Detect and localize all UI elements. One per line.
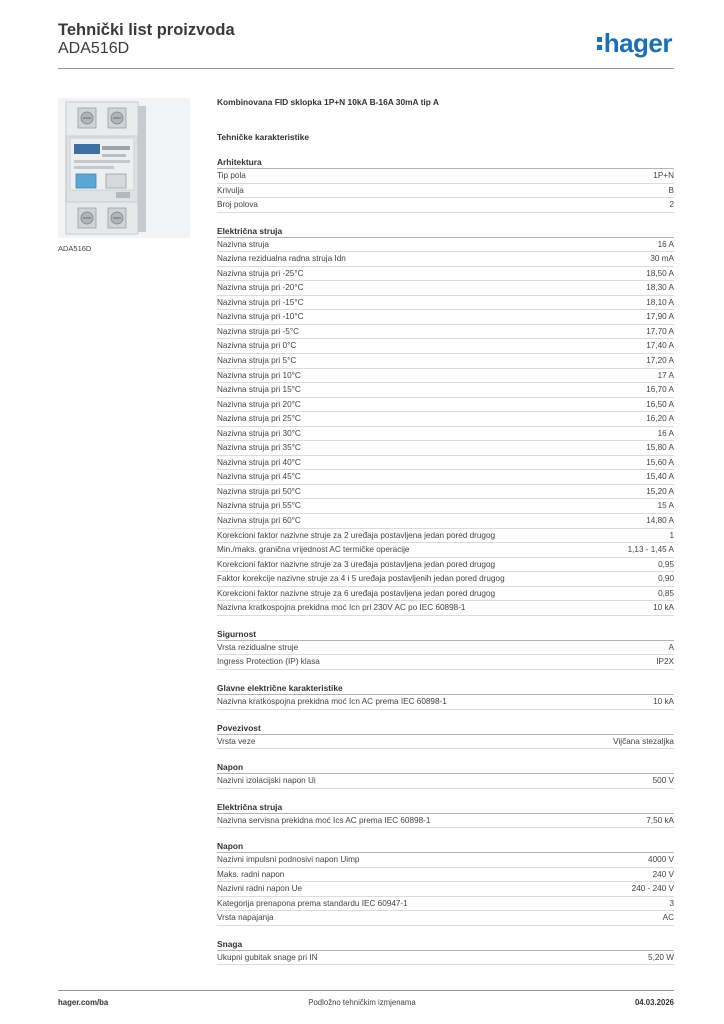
spec-label: Nazivni radni napon Ue — [217, 884, 303, 894]
spec-label: Nazivna servisna prekidna moć Ics AC prema IEC 60898-1 — [217, 815, 431, 825]
spec-label: Vrsta napajanja — [217, 913, 274, 923]
spec-label: Nazivna struja pri 55°C — [217, 501, 301, 511]
spec-value: 30 mA — [650, 254, 674, 264]
spec-section — [217, 722, 674, 750]
spec-label: Nazivna rezidualna radna struja Idn — [217, 254, 346, 264]
spec-value: 16,50 A — [646, 399, 674, 409]
spec-label: Korekcioni faktor nazivne struje za 6 uređaja postavljena jedan pored drugog — [217, 588, 496, 598]
footer-date: 04.03.2026 — [634, 998, 674, 1007]
spec-row — [217, 572, 674, 587]
spec-label: Nazivna struja pri 0°C — [217, 341, 297, 351]
spec-value: 0,90 — [658, 574, 674, 584]
spec-label: Nazivna struja pri 50°C — [217, 486, 301, 496]
spec-label: Nazivna struja pri 40°C — [217, 457, 301, 467]
spec-label: Nazivna struja pri 10°C — [217, 370, 301, 380]
spec-value: 17,20 A — [646, 356, 674, 366]
spec-row — [217, 514, 674, 529]
spec-label: Tip pola — [217, 171, 246, 180]
spec-row — [217, 897, 674, 912]
spec-row — [217, 252, 674, 267]
spec-value: 1 — [669, 530, 674, 540]
spec-row — [217, 655, 674, 670]
spec-row — [217, 310, 674, 325]
spec-row — [217, 587, 674, 602]
spec-value: 16,20 A — [646, 414, 674, 424]
spec-value: AC — [662, 913, 674, 923]
spec-row — [217, 601, 674, 616]
spec-value: 4000 V — [648, 855, 674, 865]
spec-row — [217, 853, 674, 868]
spec-row — [217, 198, 674, 213]
spec-value: 0,95 — [658, 559, 674, 569]
spec-label: Min./maks. granična vrijednost AC termičke operacije — [217, 545, 410, 555]
spec-value: 15,40 A — [646, 472, 674, 482]
spec-value: 14,80 A — [646, 516, 674, 526]
spec-section — [217, 682, 674, 710]
spec-label: Nazivna struja — [217, 239, 269, 249]
spec-value: 500 V — [652, 776, 674, 786]
spec-value: 240 V — [652, 869, 674, 879]
spec-section — [217, 801, 674, 829]
spec-value: 17,40 A — [646, 341, 674, 351]
spec-value: 17,90 A — [646, 312, 674, 322]
spec-row — [217, 868, 674, 883]
spec-label: Vrsta veze — [217, 736, 256, 746]
spec-row — [217, 774, 674, 789]
spec-row — [217, 485, 674, 500]
spec-label: Kategorija prenapona prema standardu IEC 60947-1 — [217, 898, 408, 908]
technical-characteristics-heading: Tehničke karakteristike — [217, 132, 310, 142]
spec-row — [217, 814, 674, 829]
spec-label: Nazivna struja pri 35°C — [217, 443, 301, 453]
spec-row — [217, 695, 674, 710]
spec-value: Vijčana stezaljka — [613, 736, 674, 746]
spec-label: Maks. radni napon — [217, 869, 285, 879]
spec-value: 1,13 - 1,45 A — [627, 545, 674, 555]
spec-label: Nazivna struja pri 60°C — [217, 516, 301, 526]
spec-row — [217, 383, 674, 398]
circuit-breaker-icon — [58, 98, 190, 238]
spec-label: Korekcioni faktor nazivne struje za 3 uređaja postavljena jedan pored drugog — [217, 559, 496, 569]
spec-row — [217, 441, 674, 456]
spec-sections — [217, 156, 674, 965]
spec-label: Faktor korekcije nazivne struje za 4 i 5 uređaja postavljenih jedan pored drugog — [217, 574, 505, 584]
spec-label: Nazivna struja pri -5°C — [217, 326, 299, 336]
spec-row — [217, 369, 674, 384]
spec-row — [217, 911, 674, 926]
spec-label: Nazivna kratkospojna prekidna moć Icn pri 230V AC po IEC 60898-1 — [217, 603, 466, 613]
section-title: Povezivost — [217, 722, 674, 735]
spec-row — [217, 339, 674, 354]
spec-row — [217, 529, 674, 544]
spec-section — [217, 225, 674, 616]
spec-value: 15,20 A — [646, 486, 674, 496]
spec-row — [217, 427, 674, 442]
spec-value: B — [668, 185, 674, 195]
logo-text: hager — [603, 28, 672, 58]
spec-label: Ingress Protection (IP) klasa — [217, 657, 320, 667]
spec-value: 2 — [669, 200, 674, 210]
spec-label: Nazivna kratkospojna prekidna moć Icn AC prema IEC 60898-1 — [217, 696, 447, 706]
spec-section — [217, 628, 674, 670]
section-title: Arhitektura — [217, 156, 674, 169]
spec-label: Nazivna struja pri -15°C — [217, 297, 304, 307]
spec-value: 10 kA — [653, 696, 674, 706]
spec-row — [217, 951, 674, 966]
spec-value: 240 - 240 V — [631, 884, 674, 894]
spec-section — [217, 156, 674, 213]
spec-label: Ukupni gubitak snage pri IN — [217, 952, 318, 962]
spec-row — [217, 169, 674, 184]
document-title: Tehnički list proizvoda — [58, 21, 235, 39]
circuit-breaker-product-photo — [58, 98, 190, 238]
spec-row — [217, 543, 674, 558]
hager-logo — [597, 26, 672, 60]
spec-section — [217, 938, 674, 966]
spec-value: 15 A — [657, 501, 674, 511]
spec-row — [217, 558, 674, 573]
spec-row — [217, 398, 674, 413]
spec-value: 17 A — [657, 370, 674, 380]
product-title: Kombinovana FID sklopka 1P+N 10kA B-16A 30mA tip A — [217, 97, 439, 107]
spec-row — [217, 456, 674, 471]
spec-value: 17,70 A — [646, 326, 674, 336]
spec-row — [217, 238, 674, 253]
spec-value: 18,10 A — [646, 297, 674, 307]
spec-content — [217, 95, 674, 965]
footer-disclaimer: Podložno tehničkim izmjenama — [308, 998, 416, 1007]
spec-row — [217, 267, 674, 282]
section-title: Snaga — [217, 938, 674, 951]
spec-value: 1P+N — [653, 171, 674, 180]
spec-section — [217, 840, 674, 926]
spec-value: 16,70 A — [646, 385, 674, 395]
spec-row — [217, 499, 674, 514]
spec-label: Nazivni izolacijski napon Ui — [217, 776, 316, 786]
spec-label: Nazivni impulsni podnosivi napon Uimp — [217, 855, 360, 865]
spec-value: 0,85 — [658, 588, 674, 598]
spec-label: Krivulja — [217, 185, 244, 195]
spec-value: 18,50 A — [646, 268, 674, 278]
spec-row — [217, 470, 674, 485]
spec-label: Nazivna struja pri 15°C — [217, 385, 301, 395]
section-title: Napon — [217, 761, 674, 774]
section-title: Električna struja — [217, 225, 674, 238]
header-divider — [58, 68, 674, 69]
spec-row — [217, 281, 674, 296]
spec-label: Broj polova — [217, 200, 258, 210]
spec-label: Nazivna struja pri 25°C — [217, 414, 301, 424]
spec-label: Nazivna struja pri 45°C — [217, 472, 301, 482]
spec-row — [217, 735, 674, 750]
spec-label: Nazivna struja pri -20°C — [217, 283, 304, 293]
spec-value: 7,50 kA — [646, 815, 674, 825]
product-code: ADA516D — [58, 40, 130, 57]
spec-value: 3 — [669, 898, 674, 908]
spec-value: 15,60 A — [646, 457, 674, 467]
spec-value: 15,80 A — [646, 443, 674, 453]
spec-label: Nazivna struja pri 20°C — [217, 399, 301, 409]
spec-label: Nazivna struja pri 30°C — [217, 428, 301, 438]
section-title: Električna struja — [217, 801, 674, 814]
spec-label: Vrsta rezidualne struje — [217, 642, 299, 652]
spec-row — [217, 184, 674, 199]
spec-section — [217, 761, 674, 789]
document-header — [58, 20, 674, 70]
spec-label: Korekcioni faktor nazivne struje za 2 uređaja postavljena jedan pored drugog — [217, 530, 496, 540]
spec-label: Nazivna struja pri -10°C — [217, 312, 304, 322]
spec-value: 18,30 A — [646, 283, 674, 293]
section-title: Sigurnost — [217, 628, 674, 641]
section-title: Napon — [217, 840, 674, 853]
spec-value: 16 A — [657, 239, 674, 249]
spec-row — [217, 412, 674, 427]
spec-value: IP2X — [656, 657, 674, 667]
section-title: Glavne električne karakteristike — [217, 682, 674, 695]
spec-label: Nazivna struja pri -25°C — [217, 268, 304, 278]
spec-row — [217, 641, 674, 656]
spec-value: 10 kA — [653, 603, 674, 613]
spec-row — [217, 354, 674, 369]
spec-row — [217, 882, 674, 897]
spec-row — [217, 296, 674, 311]
image-caption: ADA516D — [58, 244, 92, 253]
spec-value: A — [668, 642, 674, 652]
spec-row — [217, 325, 674, 340]
spec-value: 5,20 W — [648, 952, 674, 962]
footer-divider — [58, 990, 674, 991]
spec-label: Nazivna struja pri 5°C — [217, 356, 297, 366]
footer-website: hager.com/ba — [58, 998, 109, 1007]
spec-value: 16 A — [657, 428, 674, 438]
logo-colon-icon — [597, 37, 602, 50]
